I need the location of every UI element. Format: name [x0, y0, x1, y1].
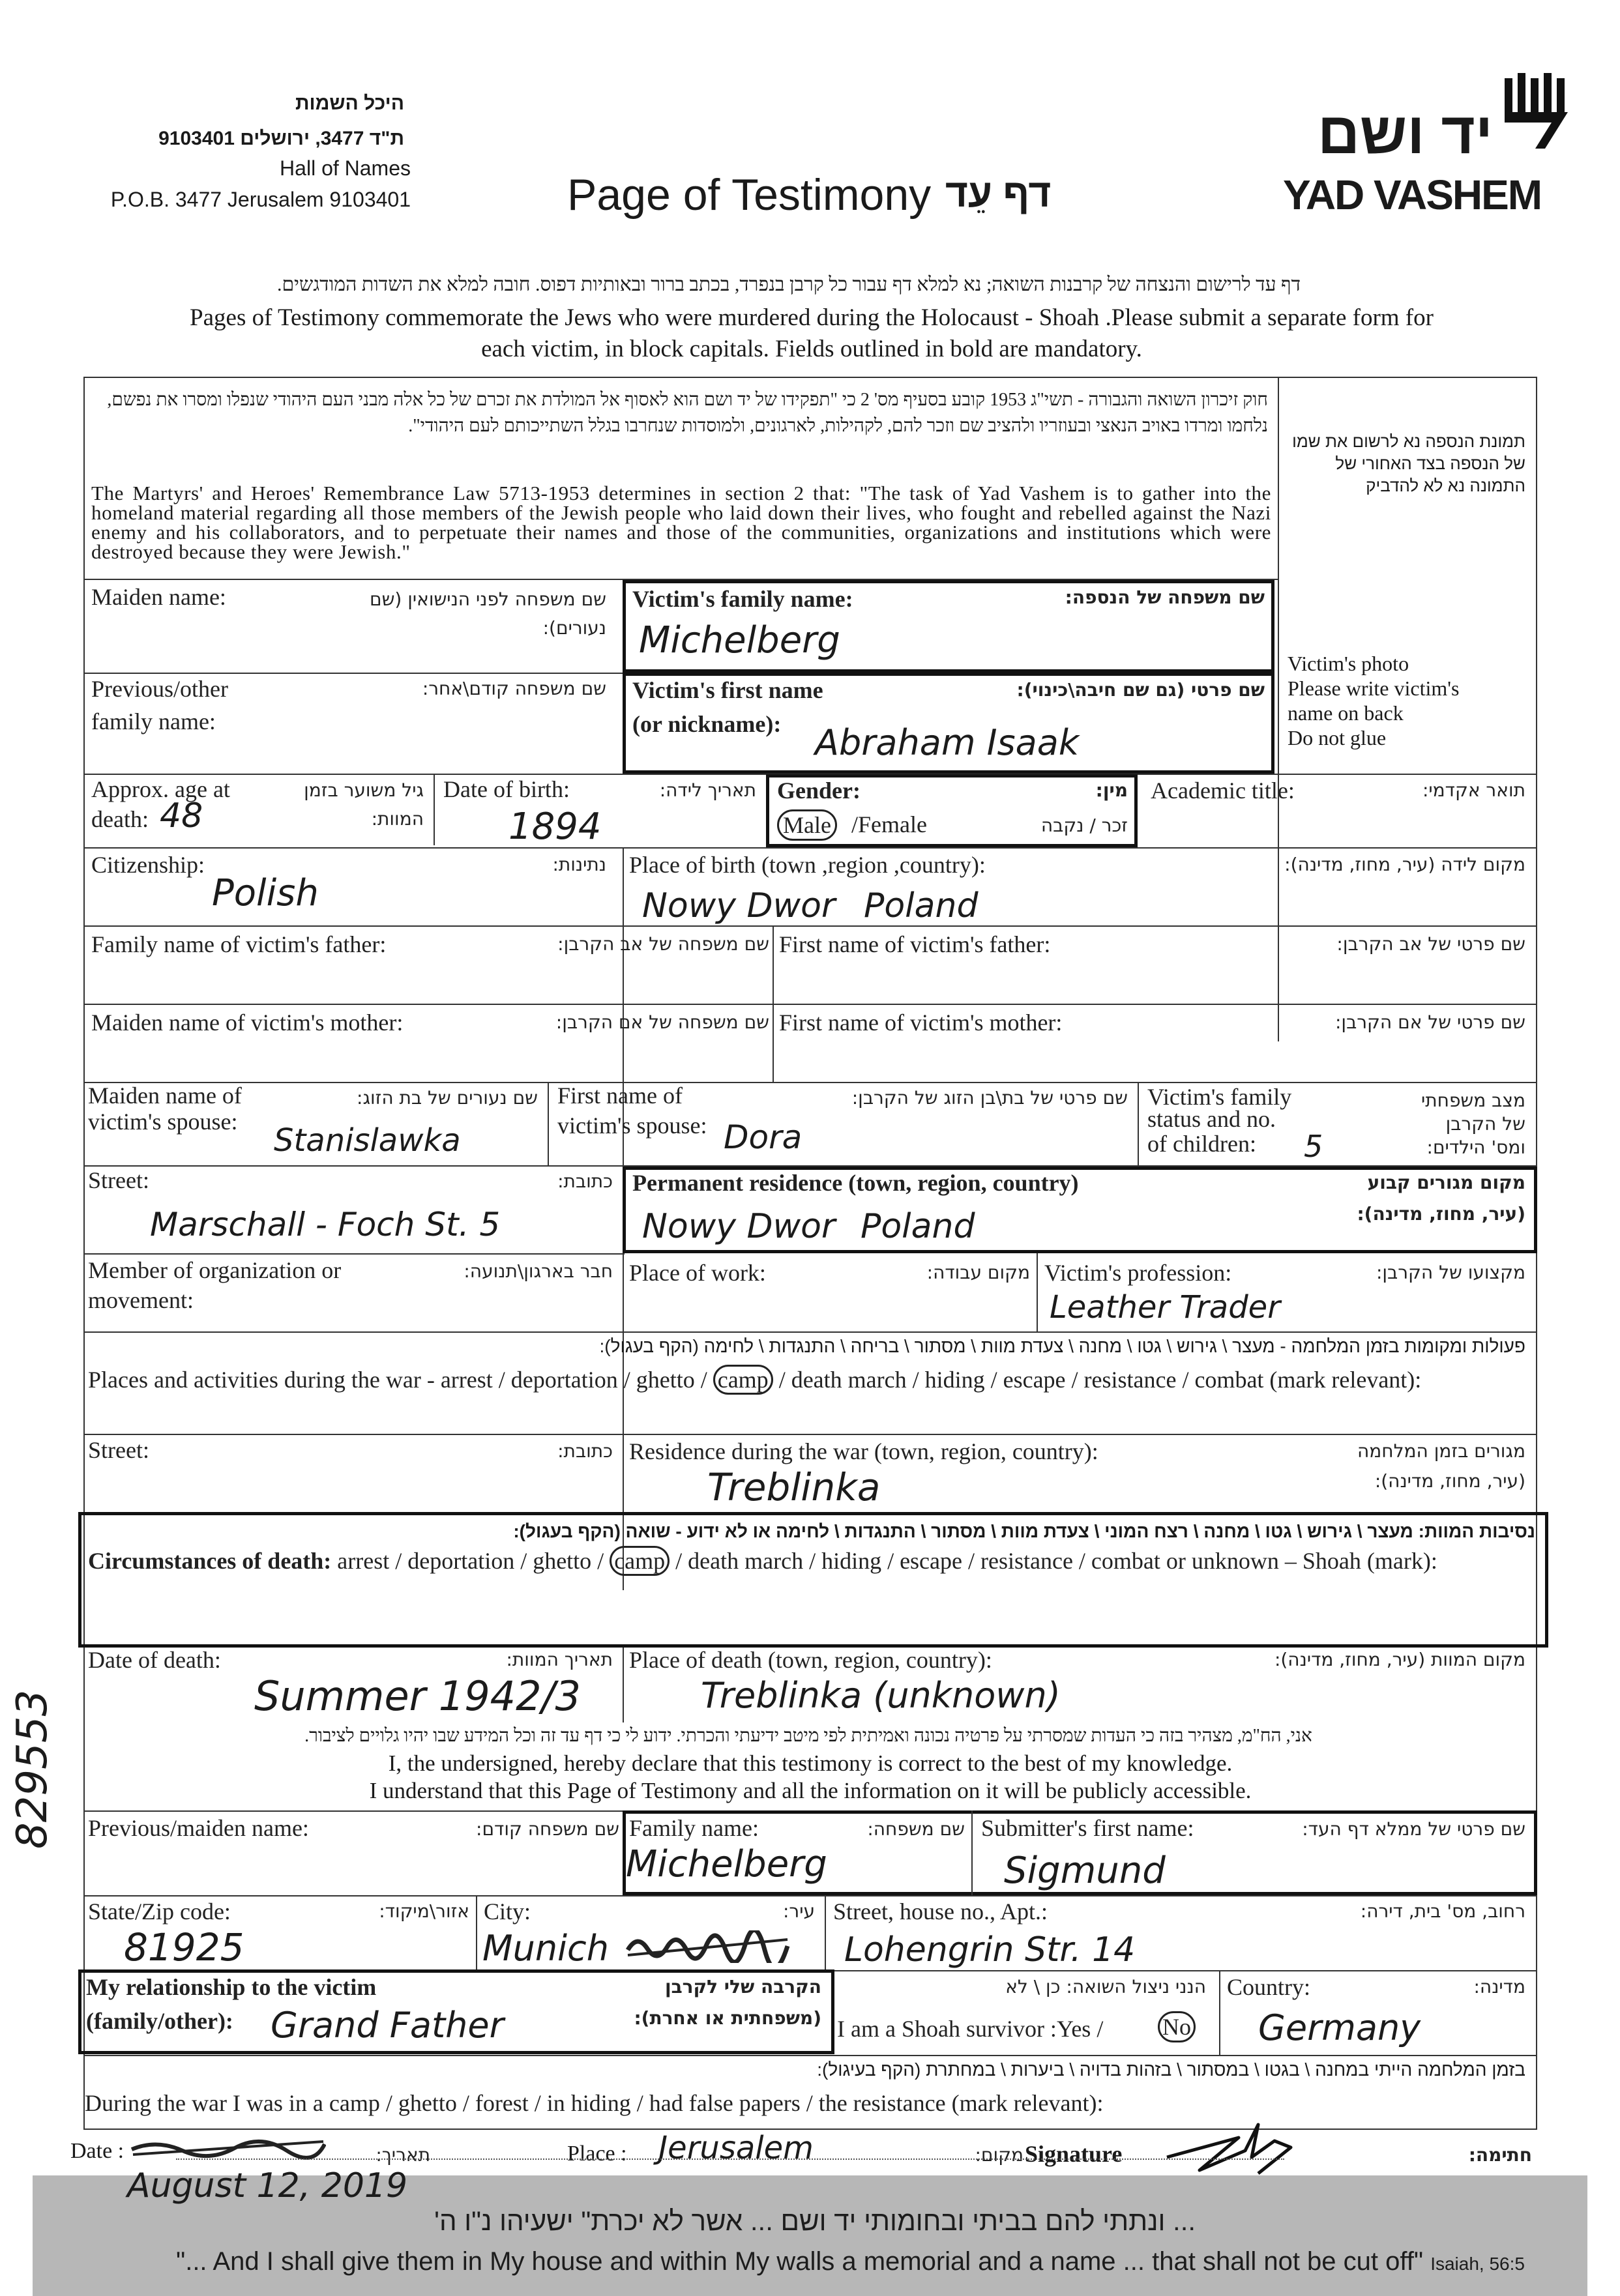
street-label-hebrew: כתובת:: [557, 1170, 613, 1192]
place-label-hebrew: מקום:: [975, 2144, 1024, 2166]
spouse-first-label-hebrew: שם פרטי של בת\בן הזוג של הקרבן:: [851, 1087, 1128, 1109]
mother-first-label: First name of victim's mother:: [779, 1010, 1063, 1036]
gender-male-circled[interactable]: Male: [777, 809, 837, 841]
family-status-label-2: status and no.: [1147, 1106, 1276, 1132]
law-hebrew: חוק זיכרון השואה והגבורה - תשי"ג 1953 קובע בסעיף מס' 2 כי "תפקידו של יד ושם הוא לאסוף אל המולדת את זכרם של כל אלה מבני העם היהודי שנפלו ומסרו את נפשם, נלחמו ומרדו באויב הנאצי ובעוזריו ולהציב שם וזכר להם, לקהילות, לארגונים, ולמוסדות שנחרבו בגלל השתייכותם לעם היהודי".: [107, 390, 1268, 436]
war-residence-label: Residence during the war (town, region, country):: [629, 1438, 1098, 1464]
submitter-family-label: Family name:: [629, 1815, 759, 1841]
street-label: Street:: [88, 1167, 149, 1193]
war-places-post: / death march / hiding / escape / resistance / combat (mark relevant):: [778, 1367, 1422, 1393]
residence-country-value: Poland: [861, 1207, 975, 1246]
first-name-value: Abraham Isaak: [815, 722, 1080, 763]
family-status-hebrew-3: ומס' הילדים:: [1426, 1137, 1525, 1158]
photo-label-3: name on back: [1288, 701, 1404, 725]
spouse-maiden-value: Stanislawka: [274, 1122, 461, 1159]
spouse-maiden-label-2: victim's spouse:: [88, 1109, 238, 1135]
submitter-first-value: Sigmund: [1004, 1850, 1166, 1892]
citizenship-label: Citizenship:: [91, 852, 205, 878]
spouse-maiden-label-hebrew: שם נעורים של בת הזוג:: [357, 1087, 538, 1109]
prev-family-label-2: family name:: [91, 708, 216, 734]
relationship-label-2: (family/other):: [86, 2008, 233, 2034]
page-title: Page of Testimony: [567, 170, 932, 220]
birthplace-label: Place of birth (town ,region ,country):: [629, 852, 986, 878]
birthplace-town-value: Nowy Dwor: [642, 886, 836, 925]
war-places-english: [88, 1366, 1421, 1393]
citizenship-value: Polish: [212, 872, 319, 914]
citizenship-label-hebrew: נתינות:: [552, 854, 606, 875]
war-residence-hebrew-1: מגורים בזמן המלחמה: [1357, 1440, 1525, 1462]
verse-english: [176, 2247, 1525, 2276]
photo-label-2: Please write victim's: [1288, 676, 1460, 700]
maiden-name-label: Maiden name:: [91, 584, 226, 610]
date-value: August 12, 2019: [127, 2166, 408, 2205]
intro-hebrew: דף עד לרישום והנצחה של קרבנות השואה; נא למלא דף עבור כל קרבן בנפרד, בכתב ברור ובאותיות דפוס. חובה למלא את השדות המודגשים.: [276, 274, 1301, 295]
street-value: Marschall - Foch St. 5: [150, 1206, 501, 1243]
mother-first-label-hebrew: שם פרטי של אם הקרבן:: [1335, 1011, 1525, 1033]
member-label-2: movement:: [88, 1287, 194, 1313]
intro-english-line2: each victim, in block capitals. Fields outlined in bold are mandatory.: [481, 336, 1142, 362]
circumstances-label: Circumstances of death:: [88, 1548, 332, 1574]
survivor-label: I am a Shoah survivor :Yes /: [837, 2016, 1104, 2042]
birthplace-country-value: Poland: [864, 886, 979, 925]
war-places-hebrew: פעולות ומקומות בזמן המלחמה - מעצר \ גירוש \ גטו \ מחנה \ צעדת מוות \ מסתור \ בריחה \ התנגדות \ לחימה (הקף בעגול):: [599, 1336, 1525, 1356]
war-street-label-hebrew: כתובת:: [557, 1440, 613, 1462]
family-status-label-1: Victim's family: [1147, 1084, 1292, 1110]
circumstances-english: [88, 1547, 1437, 1575]
age-label-2: death:: [91, 806, 149, 832]
page-title-hebrew: דף עֵד: [945, 171, 1052, 215]
work-label-hebrew: מקום עבודה:: [926, 1262, 1030, 1283]
street-house-label: Street, house no., Apt.:: [833, 1898, 1048, 1925]
photo-hebrew: תמונת הנספה נא לרשום את שמו של הנספה בצד האחורי של התמונה נא לא להדביק: [1292, 431, 1525, 495]
survivor-no-circled[interactable]: No: [1158, 2011, 1196, 2042]
photo-label-4: Do not glue: [1288, 726, 1387, 749]
permanent-residence-hebrew-2: (עיר, מחוז, מדינה):: [1357, 1203, 1525, 1225]
work-label: Place of work:: [629, 1260, 766, 1286]
gender-options-hebrew: זכר / נקבה: [1040, 815, 1128, 836]
street-house-value: Lohengrin Str. 14: [844, 1930, 1136, 1969]
academic-label: Academic title:: [1151, 777, 1295, 804]
gender-label: Gender:: [777, 777, 861, 804]
he-pob: ת"ד 3477, ירושלים 9103401: [158, 128, 404, 149]
war-residence-hebrew-2: (עיר, מחוז, מדינה):: [1374, 1470, 1525, 1492]
street-house-hebrew: רחוב, מס' בית, דירה:: [1360, 1900, 1525, 1922]
academic-label-hebrew: תואר אקדמי:: [1422, 779, 1525, 801]
declaration-hebrew: אני, הח"מ, מצהיר בזה כי העדות שמסרתי על פרטיה נכונה ואמיתית לפי מיטב ידיעתי והכרתי. ידוע לי כי דף עד זה וכל המידע שבו יהיו גלויים לציבור.: [304, 1726, 1312, 1746]
family-status-label-3: of children:: [1147, 1131, 1256, 1157]
city-label: City:: [484, 1898, 531, 1925]
family-status-hebrew-1: מצב משפחתי: [1421, 1090, 1525, 1111]
relationship-hebrew-2: (משפחתית או אחרת):: [634, 2007, 821, 2029]
dob-value: 1894: [508, 806, 602, 848]
war-status-hebrew: בזמן המלחמה הייתי במחנה \ בגטו \ במסתור \ בזהות בדויה \ ביערות \ במחתרת (הקף בעיגול):: [817, 2059, 1525, 2080]
war-residence-value: Treblinka: [707, 1465, 881, 1509]
city-value: Munich: [482, 1928, 609, 1969]
death-place-label: Place of death (town, region, country):: [629, 1647, 992, 1673]
age-label-hebrew-1: גיל משוער בזמן: [304, 779, 424, 801]
death-date-label: Date of death:: [88, 1647, 221, 1673]
zip-label: State/Zip code:: [88, 1898, 231, 1925]
submitter-prev-maiden-hebrew: שם משפחה קודם:: [476, 1818, 619, 1840]
circumstances-pre: arrest / deportation / ghetto /: [337, 1548, 604, 1574]
maiden-name-label-hebrew: שם משפחה לפני הנישואין (שם נעורים):: [369, 589, 606, 639]
zip-value: 81925: [124, 1925, 244, 1969]
children-count-value: 5: [1304, 1129, 1323, 1164]
submitter-family-value: Michelberg: [626, 1843, 827, 1885]
profession-value: Leather Trader: [1050, 1289, 1280, 1326]
gender-female[interactable]: /Female: [851, 811, 927, 837]
date-place-dotted-line: [176, 2158, 1284, 2160]
place-label: Place :: [567, 2142, 627, 2166]
hall-of-names: Hall of Names: [280, 156, 411, 180]
profession-label-hebrew: מקצועו של הקרבן:: [1376, 1262, 1525, 1283]
submitter-first-label: Submitter's first name:: [981, 1815, 1194, 1841]
circumstances-camp-circled[interactable]: camp: [610, 1546, 670, 1576]
he-org-name: היכל השמות: [295, 93, 404, 114]
death-date-label-hebrew: תאריך המוות:: [506, 1649, 613, 1670]
father-family-label: Family name of victim's father:: [91, 931, 387, 957]
gender-label-hebrew: מין:: [1095, 779, 1128, 801]
dob-label-hebrew: תאריך לידה:: [659, 779, 756, 801]
signature-mark-icon: [1160, 2112, 1317, 2177]
intro-english-line1: Pages of Testimony commemorate the Jews who were murdered during the Holocaust - Shoah .Please submit a separate form for: [190, 304, 1434, 331]
submitter-prev-maiden-label: Previous/maiden name:: [88, 1815, 309, 1841]
place-value: Jerusalem: [658, 2130, 814, 2166]
birthplace-label-hebrew: מקום לידה (עיר, מחוז, מדינה):: [1284, 854, 1525, 875]
verse-hebrew: ... ונתתי להם בביתי ובחומותי יד ושם ... אשר לא יכרת" ישעיהו נ"ו ה': [434, 2205, 1196, 2236]
family-name-label-hebrew: שם משפחה של הנספה:: [1065, 587, 1265, 608]
declaration-english-2: I understand that this Page of Testimony and all the information on it will be publicly accessible.: [369, 1778, 1252, 1803]
permanent-residence-hebrew-1: מקום מגורים קבוע: [1367, 1172, 1525, 1193]
verse-english-text: "... And I shall give them in My house and within My walls a memorial and a name ... that shall not be cut off": [176, 2247, 1424, 2276]
survivor-hebrew: הנני ניצול השואה: כן \ לא: [1005, 1976, 1206, 1998]
mother-maiden-label: Maiden name of victim's mother:: [91, 1010, 404, 1036]
relationship-label-1: My relationship to the victim: [86, 1974, 377, 2000]
prev-family-label-hebrew: שם משפחה קודם\אחר:: [422, 678, 606, 699]
war-places-camp-circled[interactable]: camp: [713, 1365, 773, 1395]
date-label: Date :: [70, 2139, 125, 2163]
permanent-residence-label: Permanent residence (town, region, country): [632, 1170, 1079, 1196]
death-place-label-hebrew: מקום המוות (עיר, מחוז, מדינה):: [1274, 1649, 1525, 1670]
father-family-label-hebrew: שם משפחה של אב הקרבן:: [557, 933, 769, 955]
war-street-label: Street:: [88, 1437, 149, 1463]
relationship-hebrew-1: הקרבה שלי לקרבן: [664, 1976, 821, 1998]
en-pob: P.O.B. 3477 Jerusalem 9103401: [110, 188, 411, 211]
first-name-label-1: Victim's first name: [632, 677, 823, 703]
death-place-value: Treblinka (unknown): [701, 1675, 1061, 1716]
zip-hebrew: אזור\מיקוד:: [379, 1900, 469, 1922]
family-name-value: Michelberg: [639, 619, 840, 661]
member-label-hebrew: חבר בארגון\תנועה:: [464, 1260, 613, 1282]
signature-label-hebrew: חתימה:: [1468, 2144, 1532, 2166]
city-hebrew: עיר:: [782, 1900, 815, 1922]
prev-family-label-1: Previous/other: [91, 676, 228, 702]
yad-vashem-flame-logo-icon: [1499, 72, 1578, 150]
first-name-label-hebrew: שם פרטי (גם שם חיבה\כינוי):: [1016, 679, 1265, 701]
logo-hebrew: יד ושם: [1318, 101, 1493, 166]
declaration-english-1: I, the undersigned, hereby declare that this testimony is correct to the best of my knowledge.: [388, 1751, 1233, 1776]
logo-english: YAD VASHEM: [1283, 171, 1542, 218]
submitter-first-hebrew: שם פרטי של ממלא דף העד:: [1302, 1818, 1525, 1840]
dob-label: Date of birth:: [443, 776, 570, 802]
family-status-hebrew-2: של הקרבן: [1445, 1113, 1525, 1135]
relationship-value: Grand Father: [271, 2005, 504, 2046]
mother-maiden-label-hebrew: שם משפחה של אם הקרבן:: [555, 1011, 769, 1033]
circumstances-post: / death march / hiding / escape / resistance / combat or unknown – Shoah (mark):: [675, 1548, 1437, 1574]
age-value: 48: [160, 796, 203, 836]
spouse-maiden-label-1: Maiden name of: [88, 1083, 242, 1109]
spouse-first-label-2: victim's spouse:: [557, 1112, 707, 1139]
country-value: Germany: [1258, 2007, 1421, 2048]
first-name-label-2: (or nickname):: [632, 711, 782, 737]
spouse-first-label-1: First name of: [557, 1083, 683, 1109]
residence-town-value: Nowy Dwor: [642, 1207, 836, 1246]
father-first-label-hebrew: שם פרטי של אב הקרבן:: [1336, 933, 1525, 955]
country-label: Country:: [1227, 1974, 1311, 2000]
age-label-hebrew-2: המוות:: [371, 808, 424, 830]
crossed-out-scribble-icon: [625, 1930, 794, 1963]
law-english: The Martyrs' and Heroes' Remembrance Law 5713-1953 determines in section 2 that: "The task of Yad Vashem is to gather into the homeland material regarding all those members of the Jewish people who laid down their lives, who fought and rebelled against the Nazi enemy and his collaborators, and to perpetuate their names and those of the communities, organizations and institutions which were destroyed because they were Jewish.": [91, 482, 1271, 563]
photo-label-1: Victim's photo: [1288, 652, 1409, 675]
signature-label: Signature: [1025, 2141, 1123, 2167]
date-label-hebrew: תאריך:: [376, 2144, 430, 2166]
country-hebrew: מדינה:: [1473, 1976, 1525, 1998]
crossed-out-date-scribble-icon: [130, 2135, 326, 2161]
spouse-first-value: Dora: [724, 1118, 803, 1156]
margin-reference-number: 829553: [8, 1689, 57, 1849]
circumstances-hebrew: נסיבות המוות: מעצר \ גירוש \ גטו \ מחנה \ רצח המוני \ צעדת מוות \ מסתור \ התנגדות \ לחימה או לא ידוע - שואה (הקף בעגול):: [513, 1521, 1535, 1541]
death-date-value: Summer 1942/3: [254, 1672, 581, 1720]
father-first-label: First name of victim's father:: [779, 931, 1051, 957]
member-label-1: Member of organization or: [88, 1257, 342, 1283]
war-places-pre: Places and activities during the war - arrest / deportation / ghetto /: [88, 1367, 707, 1393]
war-status-english: During the war I was in a camp / ghetto / forest / in hiding / had false papers / the resistance (mark relevant):: [85, 2090, 1104, 2116]
age-label-1: Approx. age at: [91, 776, 230, 802]
family-name-label: Victim's family name:: [632, 586, 853, 612]
profession-label: Victim's profession:: [1044, 1260, 1232, 1286]
submitter-family-hebrew: שם משפחה:: [867, 1818, 965, 1840]
verse-reference: Isaiah, 56:5: [1430, 2254, 1525, 2274]
